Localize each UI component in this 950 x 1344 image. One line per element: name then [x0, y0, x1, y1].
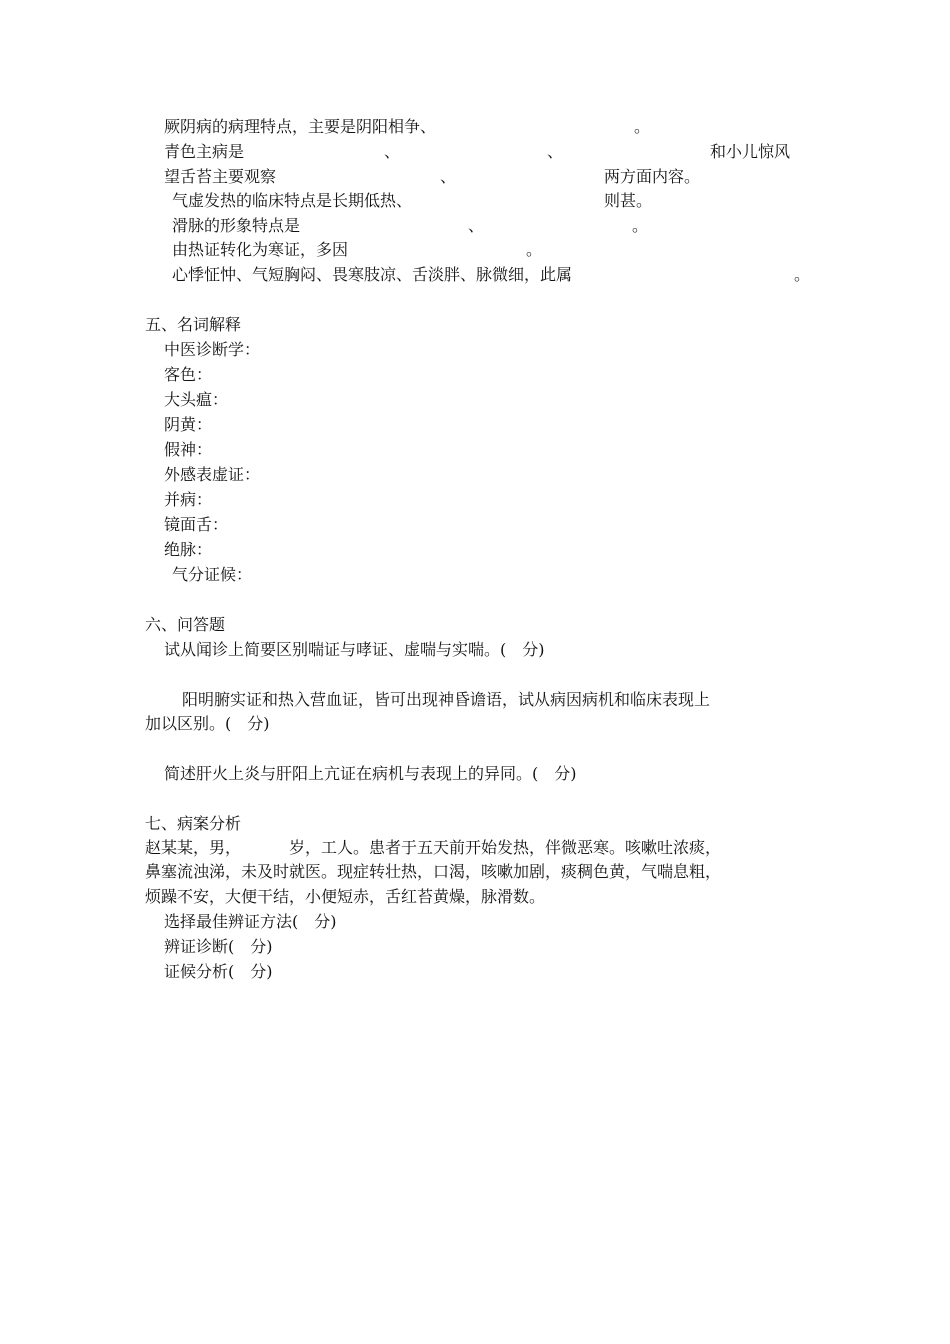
fill-blank-text: 气虚发热的临床特点是长期低热、 — [172, 191, 413, 210]
glossary-term: 镜面舌： — [164, 515, 229, 534]
section-heading-glossary: 五、名词解释 — [145, 315, 242, 334]
fill-blank-text: 、 — [468, 216, 485, 235]
case-task-2: 辨证诊断( 分) — [164, 937, 273, 956]
case-line-3: 烦躁不安，大便干结，小便短赤，舌红苔黄燥，脉滑数。 — [145, 887, 546, 906]
fill-blank-text: 厥阴病的病理特点，主要是阴阳相争、 — [164, 117, 437, 136]
fill-blank-text: 则甚。 — [604, 191, 653, 210]
case-task-1: 选择最佳辨证方法( 分) — [164, 912, 337, 931]
glossary-term: 中医诊断学： — [164, 340, 261, 359]
fill-blank-text: 滑脉的形象特点是 — [172, 216, 301, 235]
fill-blank-text: 。 — [794, 265, 811, 284]
case-line-2: 鼻塞流浊涕，未及时就医。现症转壮热，口渴，咳嗽加剧，痰稠色黄，气喘息粗， — [145, 862, 722, 881]
fill-blank-text: 青色主病是 — [164, 142, 245, 161]
glossary-term: 绝脉： — [164, 540, 213, 559]
fill-blank-text: 由热证转化为寒证，多因 — [172, 240, 349, 259]
fill-blank-text: 。 — [632, 216, 649, 235]
question-1: 试从闻诊上简要区别喘证与哮证、虚喘与实喘。( 分) — [164, 640, 545, 659]
fill-blank-text: 、 — [384, 142, 401, 161]
fill-blank-text: 两方面内容。 — [604, 167, 701, 186]
fill-blank-text: 心悸怔忡、气短胸闷、畏寒肢凉、舌淡胖、脉微细，此属 — [172, 265, 573, 284]
case-task-3: 证候分析( 分) — [164, 962, 273, 981]
fill-blank-text: 望舌苔主要观察 — [164, 167, 277, 186]
glossary-term: 大头瘟： — [164, 390, 229, 409]
fill-blank-text: 和小儿惊风 — [710, 142, 791, 161]
glossary-term: 假神： — [164, 440, 213, 459]
case-text: 岁，工人。患者于五天前开始发热，伴微恶寒。咳嗽吐浓痰， — [289, 838, 722, 857]
glossary-term: 并病： — [164, 490, 213, 509]
section-heading-case: 七、病案分析 — [145, 814, 242, 833]
glossary-term: 客色： — [164, 365, 213, 384]
glossary-term: 阴黄： — [164, 415, 213, 434]
fill-blank-text: 、 — [547, 142, 564, 161]
question-3: 简述肝火上炎与肝阳上亢证在病机与表现上的异同。( 分) — [164, 764, 577, 783]
question-2-line-1: 阳明腑实证和热入营血证，皆可出现神昏谵语，试从病因病机和临床表现上 — [182, 690, 711, 709]
section-heading-questions: 六、问答题 — [145, 615, 226, 634]
case-text: 赵某某，男， — [145, 838, 242, 857]
fill-blank-text: 。 — [526, 240, 543, 259]
question-2-line-2: 加以区别。( 分) — [145, 714, 270, 733]
glossary-term: 外感表虚证： — [164, 465, 261, 484]
fill-blank-text: 。 — [634, 117, 651, 136]
fill-blank-text: 、 — [440, 167, 457, 186]
glossary-term: 气分证候： — [172, 565, 253, 584]
